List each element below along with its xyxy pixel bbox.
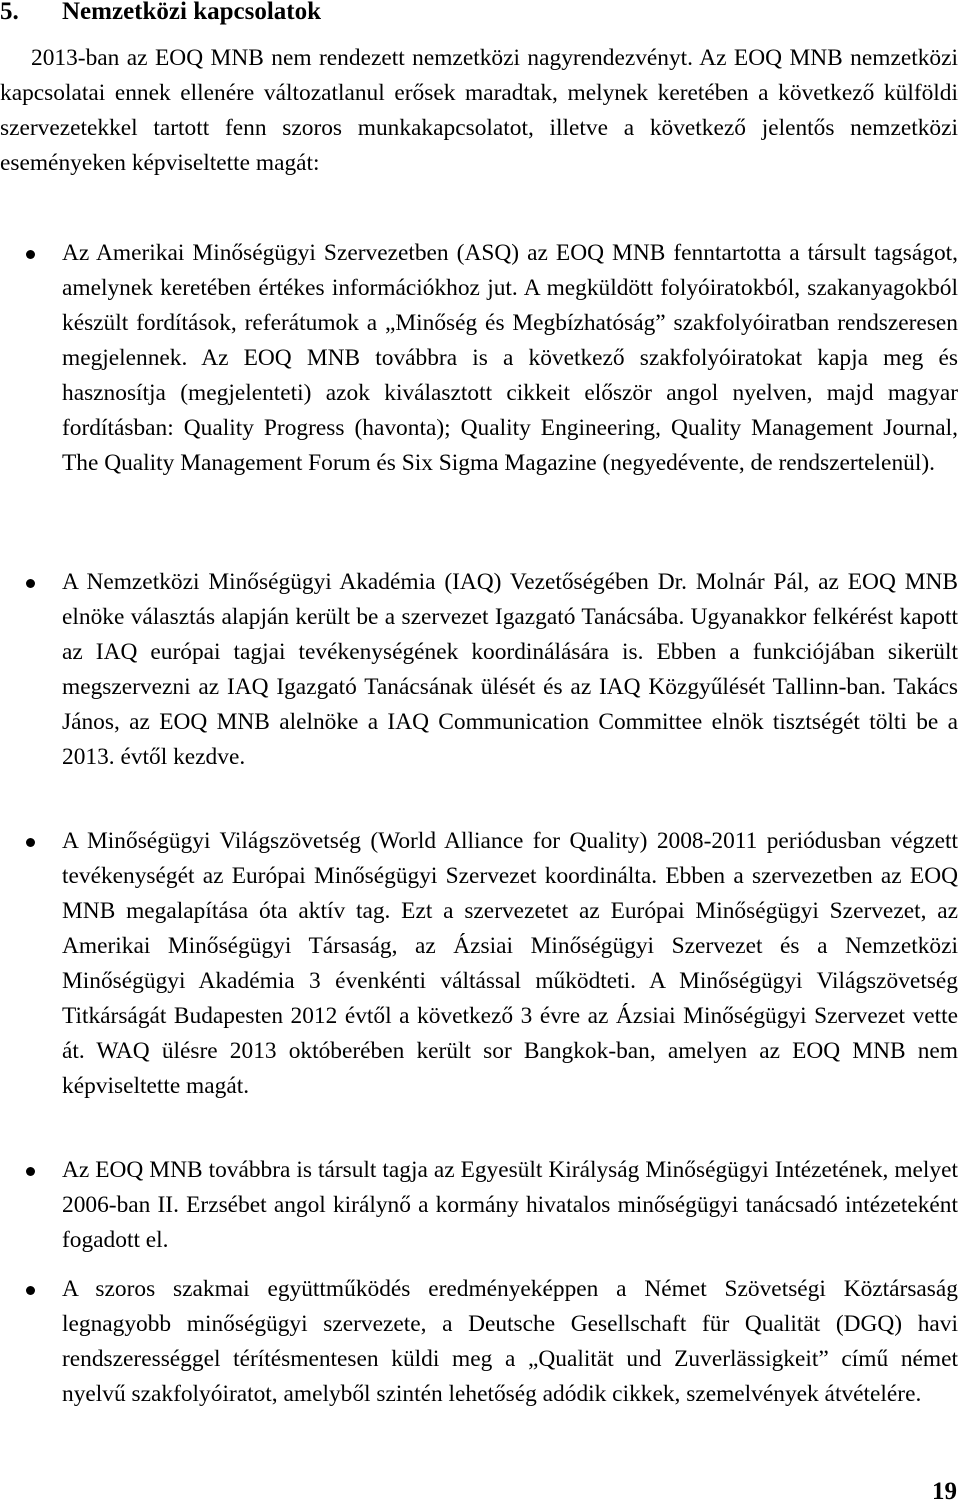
page-number: 19: [932, 1478, 957, 1505]
list-item: A Nemzetközi Minőségügyi Akadémia (IAQ) Vezetőségében Dr. Molnár Pál, az EOQ MNB elnöke választás alapján került be a szervezet Igazgató Tanácsába. Ugyanakkor felkérést kapott az IAQ európai tagjai tevékenységének koordinálására is. Ebben a funkciójában sikerült megszervezni az IAQ Igazgató Tanácsának ülését és az IAQ Közgyűlését Tallinn-ban. Takács János, az EOQ MNB alelnöke a IAQ Communication Committee elnök tisztségét tölti be a 2013. évtől kezdve.: [62, 569, 958, 770]
list-item: A Minőségügyi Világszövetség (World Alliance for Quality) 2008-2011 periódusban végzett tevékenységét az Európai Minőségügyi Szervezet koordinálta. Ebben a szervezetben az EOQ MNB megalapítása óta aktív tag. Ezt a szervezetet az Európai Minőségügyi Szervezet, az Amerikai Minőségügyi Társaság, az Ázsiai Minőségügyi Szervezet és a Nemzetközi Minőségügyi Akadémia 3 évenkénti váltással működteti. A Minőségügyi Világszövetség Titkárságát Budapesten 2012 évtől a következő 3 évre az Ázsiai Minőségügyi Szervezet vette át. WAQ ülésre 2013 októberében került sor Bangkok-ban, amelyen az EOQ MNB nem képviseltette magát.: [62, 828, 958, 1099]
section-number: 5.: [0, 0, 19, 25]
bullet-icon: [26, 1167, 35, 1176]
section-heading: [0, 0, 321, 30]
intro-paragraph: 2013-ban az EOQ MNB nem rendezett nemzetközi nagyrendezvényt. Az EOQ MNB nemzetközi kapcsolatai ennek ellenére változatlanul erősek maradtak, melynek keretében a következő külföldi szervezetekkel tartott fenn szoros munkakapcsolatot, illetve a következő jelentős nemzetközi eseményeken képviseltette magát:: [0, 45, 958, 176]
bullet-icon: [26, 838, 35, 847]
list-item: Az EOQ MNB továbbra is társult tagja az Egyesült Királyság Minőségügyi Intézetének, melyet 2006-ban II. Erzsébet angol királynő a kormány hivatalos minőségügyi tanácsadó intézeteként fogadott el.: [62, 1157, 958, 1253]
bullet-icon: [26, 1286, 35, 1295]
bullet-icon: [26, 579, 35, 588]
bullet-icon: [26, 250, 35, 259]
list-item: A szoros szakmai együttműködés eredményeképpen a Német Szövetségi Köztársaság legnagyobb minőségügyi szervezete, a Deutsche Gesellschaft für Qualität (DGQ) havi rendszerességgel térítésmentesen küldi meg a „Qualität und Zuverlässigkeit” című német nyelvű szakfolyóiratot, amelyből szintén lehetőség adódik cikkek, szemelvények átvételére.: [62, 1276, 958, 1407]
list-item: Az Amerikai Minőségügyi Szervezetben (ASQ) az EOQ MNB fenntartotta a társult tagságot, amelynek keretében értékes információkhoz jut. A megküldött folyóiratokból, szakanyagokból készült fordítások, referátumok a „Minőség és Megbízhatóság” szakfolyóiratban rendszeresen megjelennek. Az EOQ MNB továbbra is a következő szakfolyóiratokat kapja meg és hasznosítja (megjelenteti) azok kiválasztott cikkeit először angol nyelven, majd magyar fordításban: Quality Progress (havonta); Quality Engineering, Quality Management Journal, The Quality Management Forum és Six Sigma Magazine (negyedévente, de rendszertelenül).: [62, 240, 958, 476]
section-title: Nemzetközi kapcsolatok: [62, 0, 321, 25]
